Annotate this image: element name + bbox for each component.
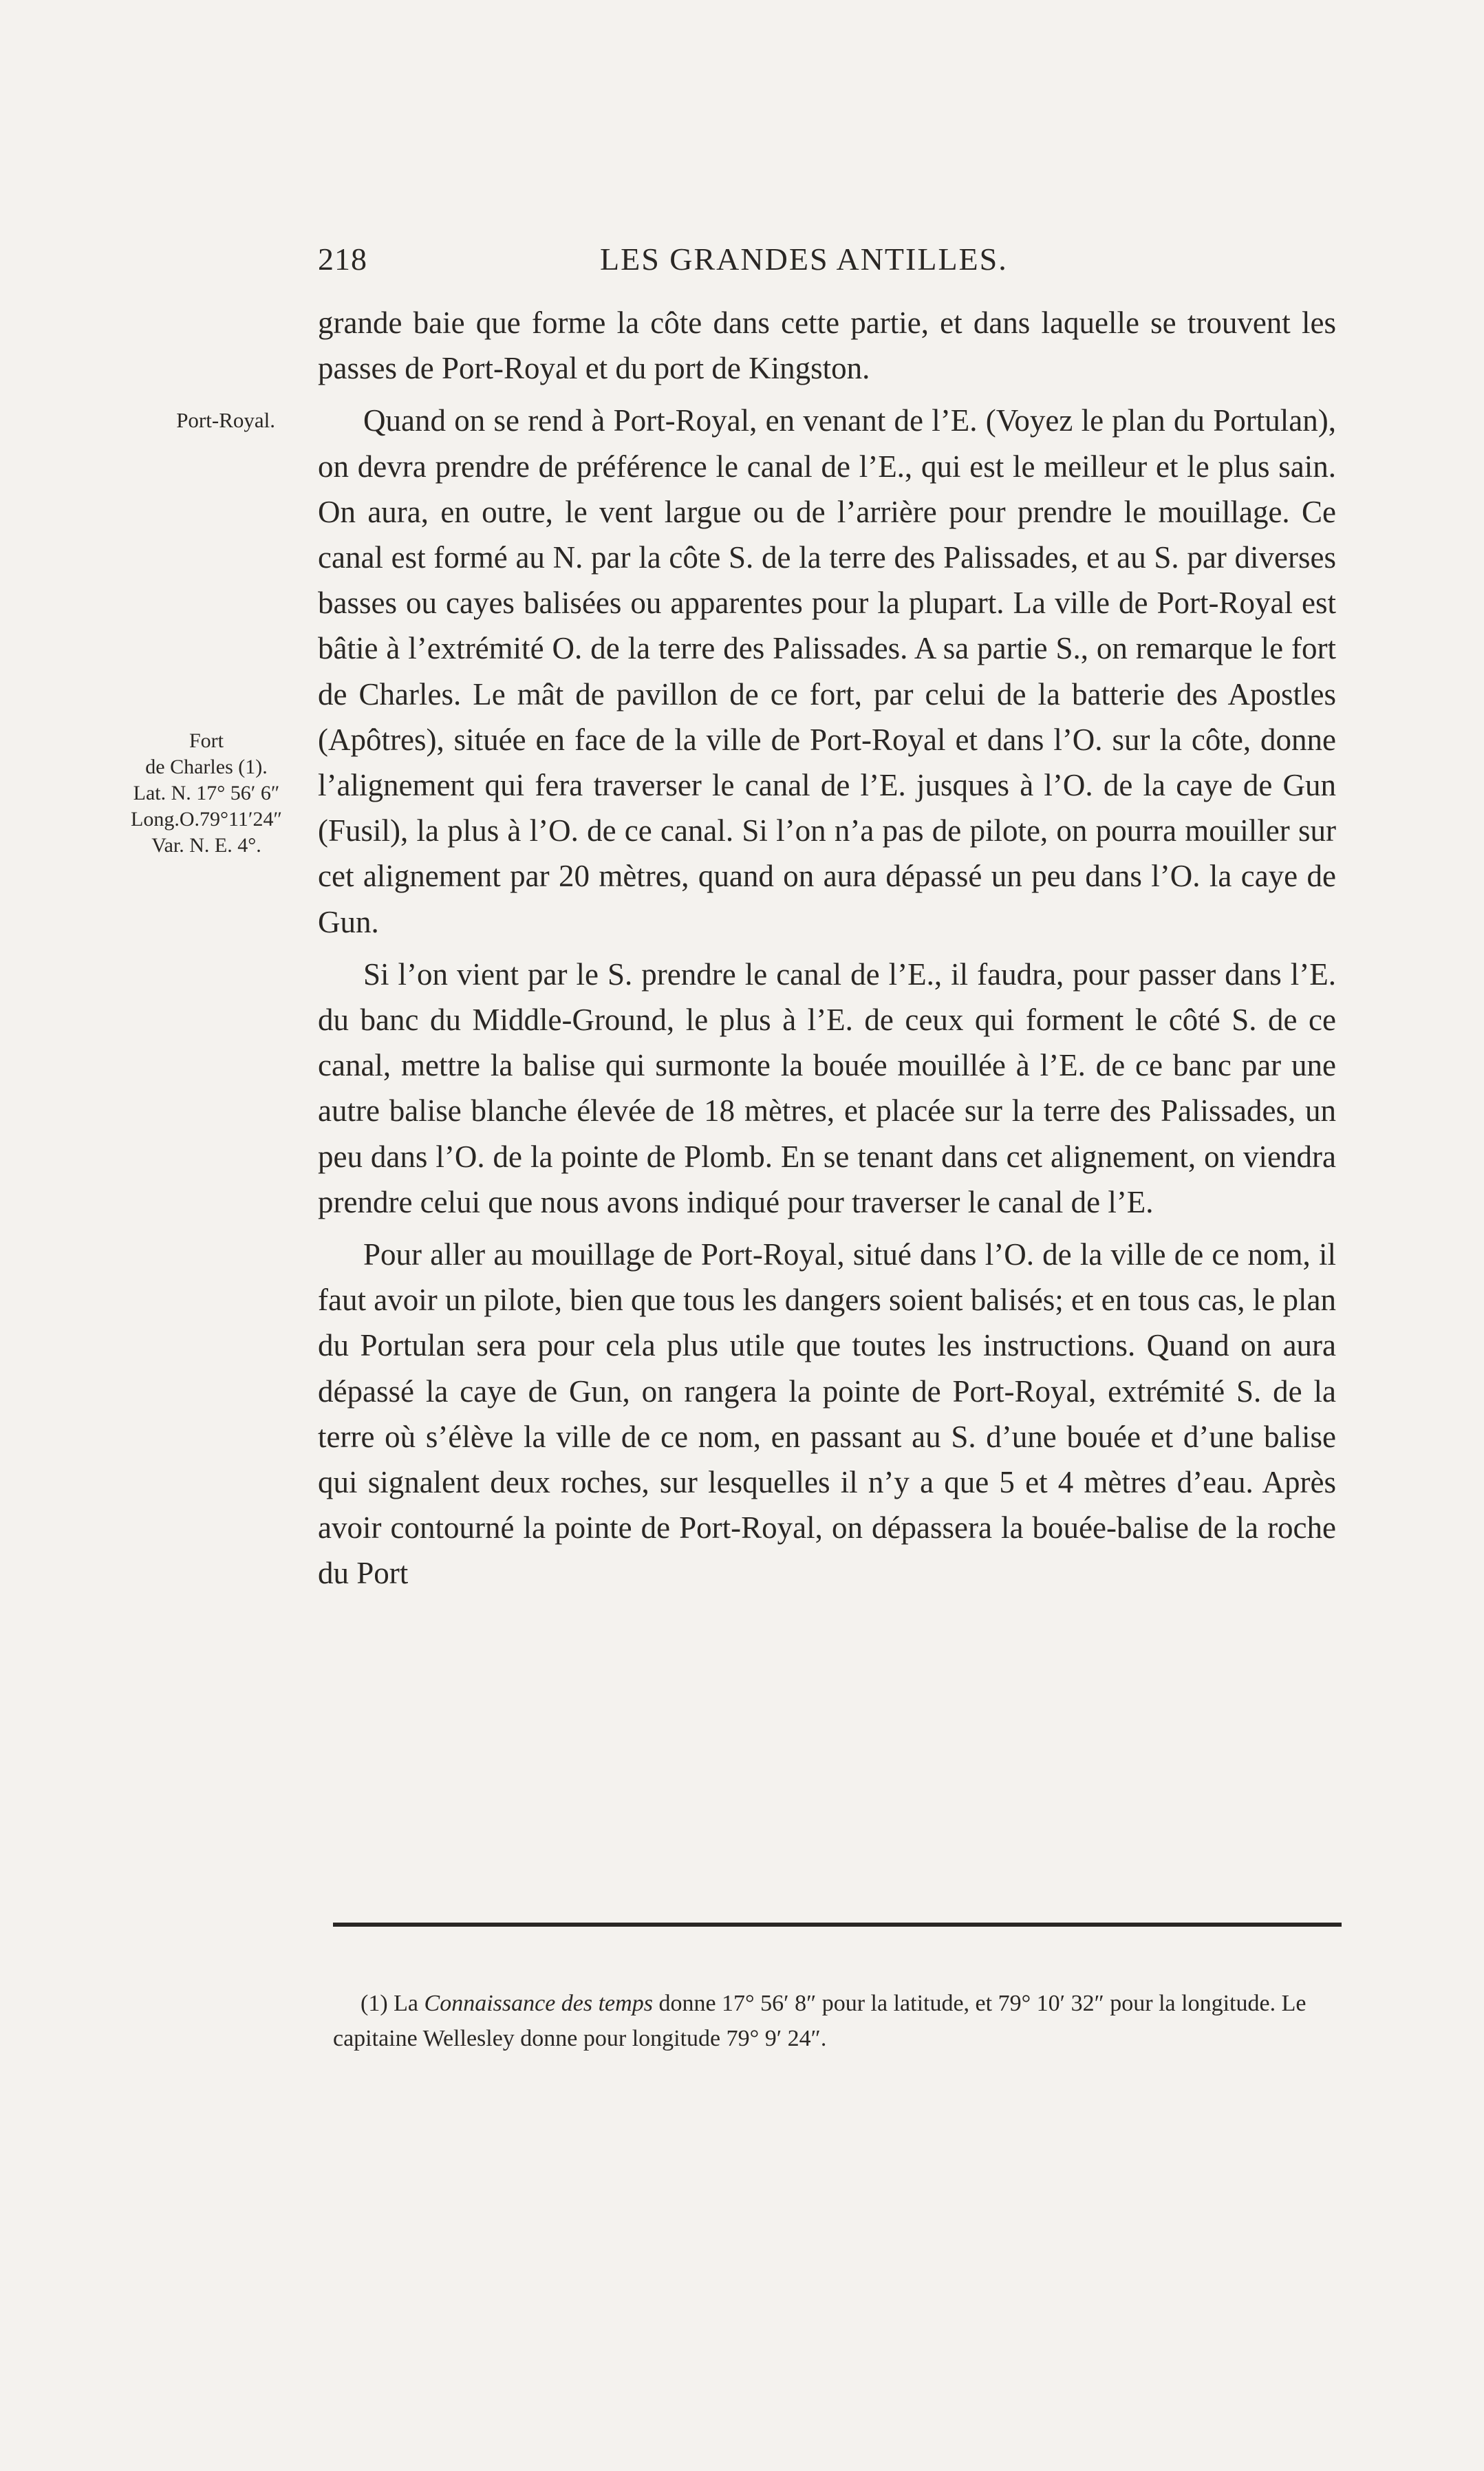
margin-fort-line: Var. N. E. 4°. xyxy=(151,834,261,857)
running-title: LES GRANDES ANTILLES. xyxy=(600,242,1008,277)
running-head xyxy=(318,234,1336,289)
body-text xyxy=(318,300,1336,1596)
margin-fort-line: de Charles (1). xyxy=(145,756,268,778)
margin-note-fort-charles xyxy=(103,728,310,859)
footnote-text xyxy=(333,1986,1342,2056)
margin-fort-line: Lat. N. 17° 56′ 6″ xyxy=(133,782,280,804)
footnote xyxy=(333,1986,1342,2056)
paragraph: Quand on se rend à Port-Royal, en venant de l’E. (Voyez le plan du Portulan), on devra prendre de préférence le canal de l’E., qui est le meilleur et le plus sain. On aura, en outre, le vent largue ou de l’arrière pour prendre le mouillage. Ce canal est formé au N. par la côte S. de la terre des Palissades, et au S. par diverses basses ou cayes balisées ou apparentes pour la plupart. La ville de Port-Royal est bâtie à l’extrémité O. de la terre des Palissades. A sa partie S., on remarque le fort de Charles. Le mât de pavillon de ce fort, par celui de la batterie des Apostles (Apôtres), située en face de la ville de Port-Royal et dans l’O. sur la côte, donne l’alignement qui fera traverser le canal de l’E. jusques à l’O. de la caye de Gun (Fusil), la plus à l’O. de ce canal. Si l’on n’a pas de pilote, on pourra mouiller sur cet alignement par 20 mètres, quand on aura dépassé un peu dans l’O. la caye de Gun. xyxy=(318,403,1336,939)
paragraph: Si l’on vient par le S. prendre le canal de l’E., il faudra, pour passer dans l’E. du banc du Middle-Ground, le plus à l’E. de ceux qui forment le côté S. de ce canal, mettre la balise qui surmonte la bouée mouillée à l’E. de ce banc par une autre balise blanche élevée de 18 mètres, et placée sur la terre des Palissades, un peu dans l’O. de la pointe de Plomb. En se tenant dans cet alignement, on viendra prendre celui que nous avons indiqué pour traverser le canal de l’E. xyxy=(318,956,1336,1219)
footnote-italic-title: Connaissance des temps xyxy=(424,1991,653,2016)
margin-note-port-royal: Port-Royal. xyxy=(176,408,275,432)
footnote-marker: (1) La xyxy=(361,1991,424,2016)
footnote-rest: donne 17° 56′ 8″ pour la latitude, et 79° 10′ 32″ pour la longitude. Le capitaine Wellesley donne pour longitude 79° 9′ 24″. xyxy=(333,1991,1306,2051)
margin-fort-line: Fort xyxy=(189,729,224,752)
paragraph: grande baie que forme la côte dans cette partie, et dans laquelle se trouvent les passes de Port-Royal et du port de Kingston. xyxy=(318,306,1336,386)
margin-fort-line: Long.O.79°11′24″ xyxy=(131,808,282,831)
page-number: 218 xyxy=(318,242,367,277)
paragraph: Pour aller au mouillage de Port-Royal, situé dans l’O. de la ville de ce nom, il faut avoir un pilote, bien que tous les dangers soient balisés; et en tous cas, le plan du Portulan sera pour cela plus utile que toutes les instructions. Quand on aura dépassé la caye de Gun, on rangera la pointe de Port-Royal, extrémité S. de la terre où s’élève la ville de ce nom, en passant au S. d’une bouée et d’une balise qui signalent deux roches, sur lesquelles il n’y a que 5 et 4 mètres d’eau. Après avoir contourné la pointe de Port-Royal, on dépassera la bouée-balise de la roche du Port xyxy=(318,1237,1336,1591)
footnote-rule xyxy=(333,1923,1342,1927)
